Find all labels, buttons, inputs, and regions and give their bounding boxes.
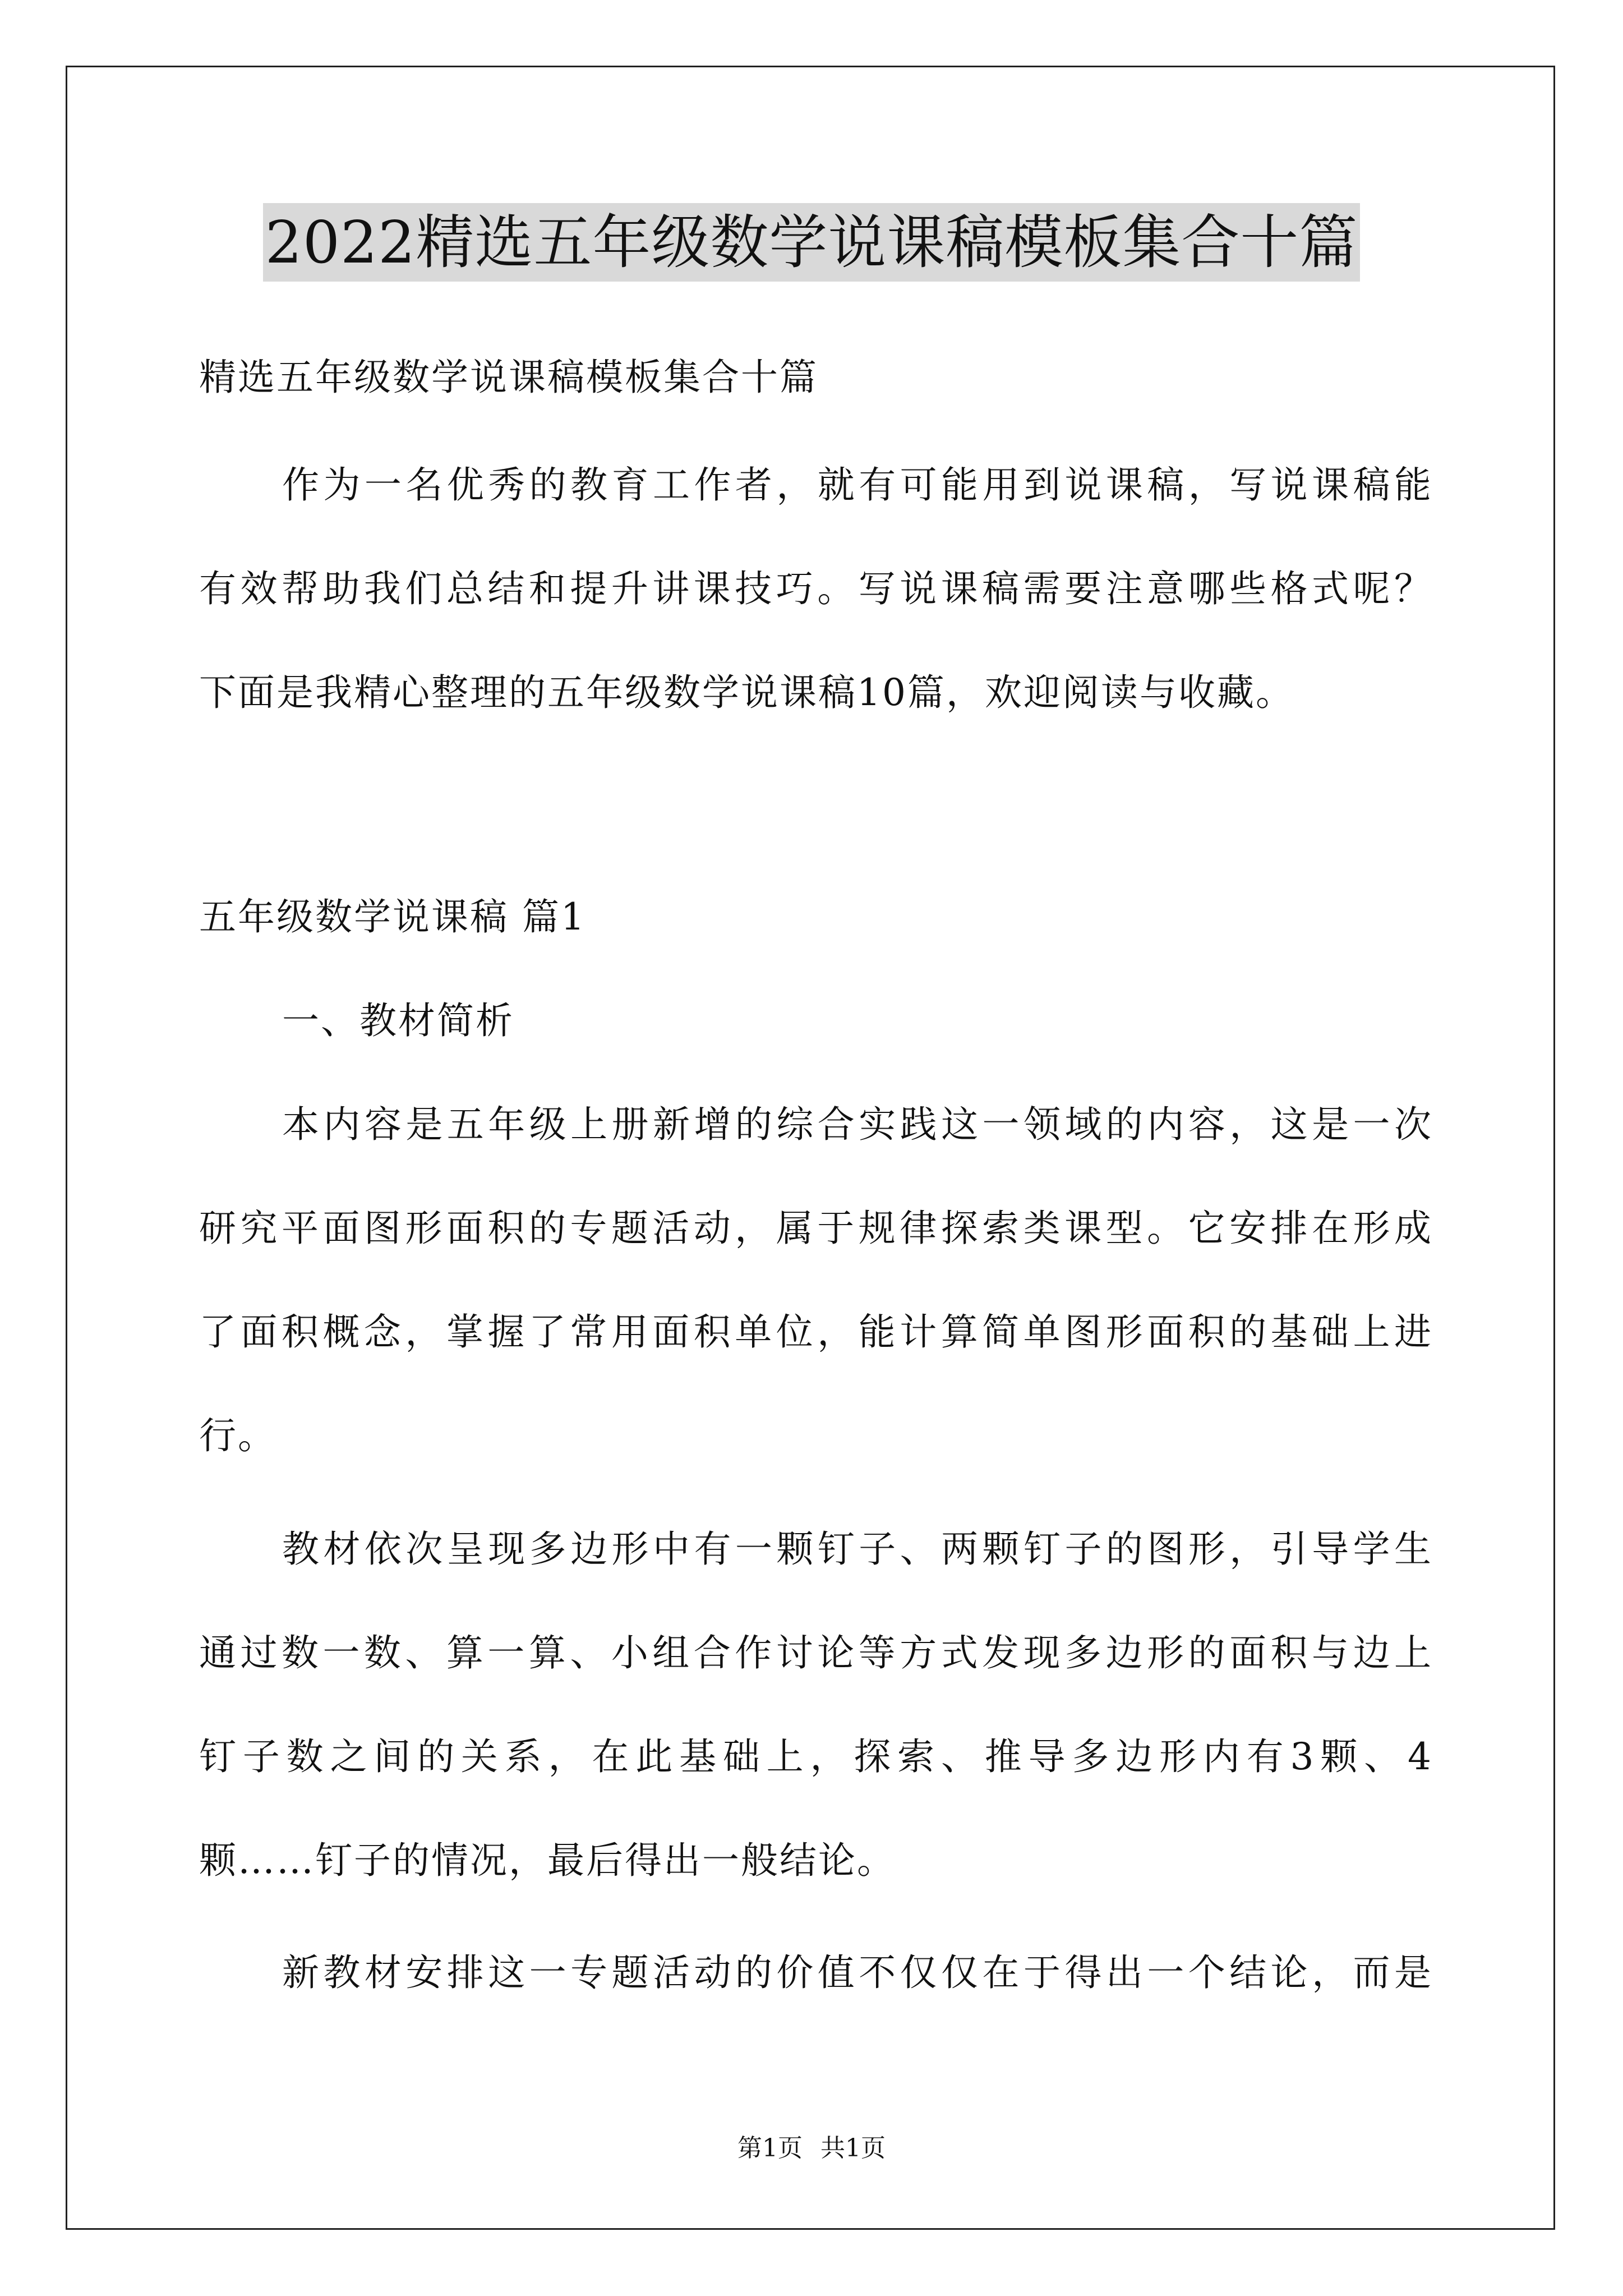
page-total: 共1页	[820, 2134, 886, 2162]
section-heading: 五年级数学说课稿 篇1	[199, 895, 586, 938]
para1-line-1: 本内容是五年级上册新增的综合实践这一领域的内容，这是一次	[282, 1103, 1433, 1146]
para2-line-4: 颗……钉子的情况，最后得出一般结论。	[199, 1839, 896, 1882]
para1-line-2: 研究平面图形面积的专题活动，属于规律探索类课型。它安排在形成	[199, 1207, 1433, 1250]
page-number: 第1页	[737, 2134, 803, 2162]
document-title: 2022精选五年级数学说课稿模板集合十篇	[263, 203, 1361, 282]
para1-line-4: 行。	[199, 1414, 276, 1457]
para1-line-3: 了面积概念，掌握了常用面积单位，能计算简单图形面积的基础上进	[199, 1310, 1433, 1354]
intro-line-2: 有效帮助我们总结和提升讲课技巧。写说课稿需要注意哪些格式呢？	[199, 567, 1433, 610]
para2-line-2: 通过数一数、算一算、小组合作讨论等方式发现多边形的面积与边上	[199, 1631, 1433, 1674]
para2-line-3: 钉子数之间的关系，在此基础上，探索、推导多边形内有3颗、4	[199, 1735, 1433, 1778]
page-footer	[0, 2132, 1623, 2165]
intro-line-1: 作为一名优秀的教育工作者，就有可能用到说课稿，写说课稿能	[282, 463, 1433, 507]
para3-line-1: 新教材安排这一专题活动的价值不仅仅在于得出一个结论，而是	[282, 1951, 1433, 1994]
para2-line-1: 教材依次呈现多边形中有一颗钉子、两颗钉子的图形，引导学生	[282, 1527, 1433, 1571]
subheading: 一、教材简析	[282, 999, 514, 1042]
intro-line-3: 下面是我精心整理的五年级数学说课稿10篇，欢迎阅读与收藏。	[199, 671, 1294, 714]
document-subtitle: 精选五年级数学说课稿模板集合十篇	[199, 356, 818, 399]
title-container	[0, 203, 1623, 282]
